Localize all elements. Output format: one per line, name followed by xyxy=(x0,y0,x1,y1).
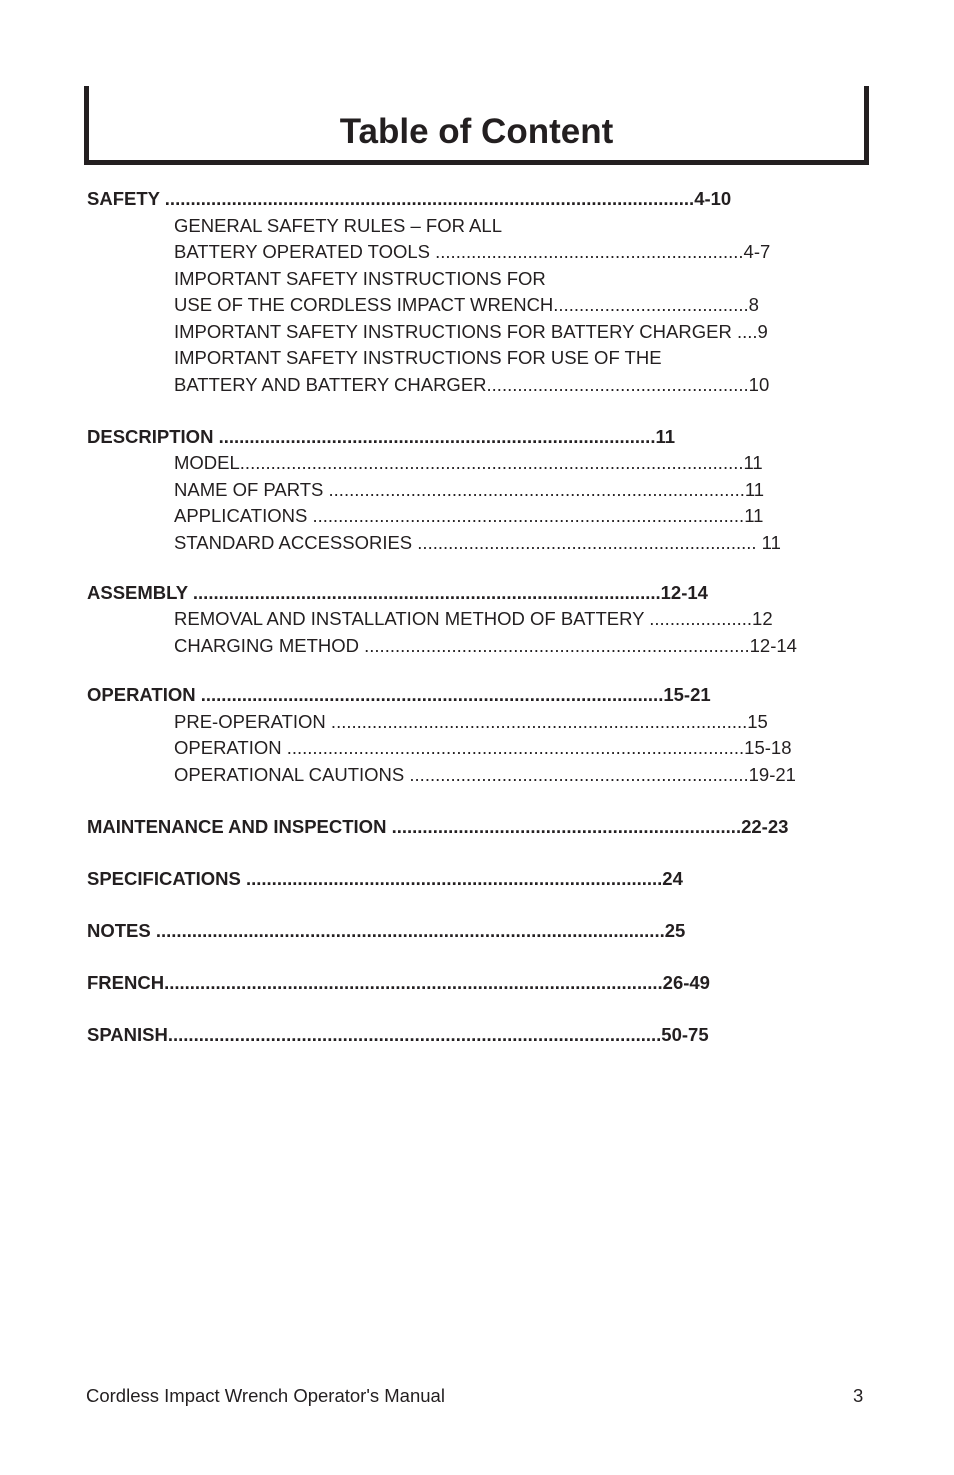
footer-page-number: 3 xyxy=(853,1385,864,1406)
toc-item: MODEL..................................................................................................11 xyxy=(174,452,763,473)
title-frame xyxy=(84,86,869,165)
toc-item: NAME OF PARTS .................................................................................11 xyxy=(174,479,765,500)
toc-item: REMOVAL AND INSTALLATION METHOD OF BATTERY ....................12 xyxy=(174,608,773,629)
toc-section-notes: NOTES ...................................................................................................25 xyxy=(87,920,686,941)
toc-item: CHARGING METHOD ...........................................................................12-14 xyxy=(174,635,797,656)
toc-item: GENERAL SAFETY RULES – FOR ALL xyxy=(174,215,502,236)
toc-section-spanish: SPANISH................................................................................................50-75 xyxy=(87,1024,709,1045)
toc-section-safety: SAFETY .......................................................................................................4-10 xyxy=(87,188,732,209)
toc-section-french: FRENCH.................................................................................................26-49 xyxy=(87,972,710,993)
toc-item: OPERATIONAL CAUTIONS ..................................................................19-21 xyxy=(174,764,796,785)
toc-item: OPERATION .........................................................................................15-18 xyxy=(174,737,792,758)
toc-item: STANDARD ACCESSORIES .................................................................. 11 xyxy=(174,532,781,553)
toc-item: APPLICATIONS ....................................................................................11 xyxy=(174,505,764,526)
toc-item: IMPORTANT SAFETY INSTRUCTIONS FOR USE OF THE xyxy=(174,347,662,368)
toc-section-maintenance: MAINTENANCE AND INSPECTION ....................................................................22-23 xyxy=(87,816,789,837)
toc-item: BATTERY AND BATTERY CHARGER...................................................10 xyxy=(174,374,770,395)
toc-item: IMPORTANT SAFETY INSTRUCTIONS FOR xyxy=(174,268,546,289)
toc-section-description: DESCRIPTION .....................................................................................11 xyxy=(87,426,676,447)
toc-section-specifications: SPECIFICATIONS .................................................................................24 xyxy=(87,868,683,889)
toc-item: USE OF THE CORDLESS IMPACT WRENCH......................................8 xyxy=(174,294,759,315)
toc-item: PRE-OPERATION .................................................................................15 xyxy=(174,711,768,732)
toc-section-assembly: ASSEMBLY ...........................................................................................12-14 xyxy=(87,582,708,603)
footer-manual-title: Cordless Impact Wrench Operator's Manual xyxy=(86,1385,445,1406)
page-title: Table of Content xyxy=(339,112,614,151)
toc-item: IMPORTANT SAFETY INSTRUCTIONS FOR BATTERY CHARGER ....9 xyxy=(174,321,768,342)
toc-section-operation: OPERATION ..........................................................................................15-21 xyxy=(87,684,711,705)
toc-item: BATTERY OPERATED TOOLS ............................................................4-7 xyxy=(174,241,771,262)
